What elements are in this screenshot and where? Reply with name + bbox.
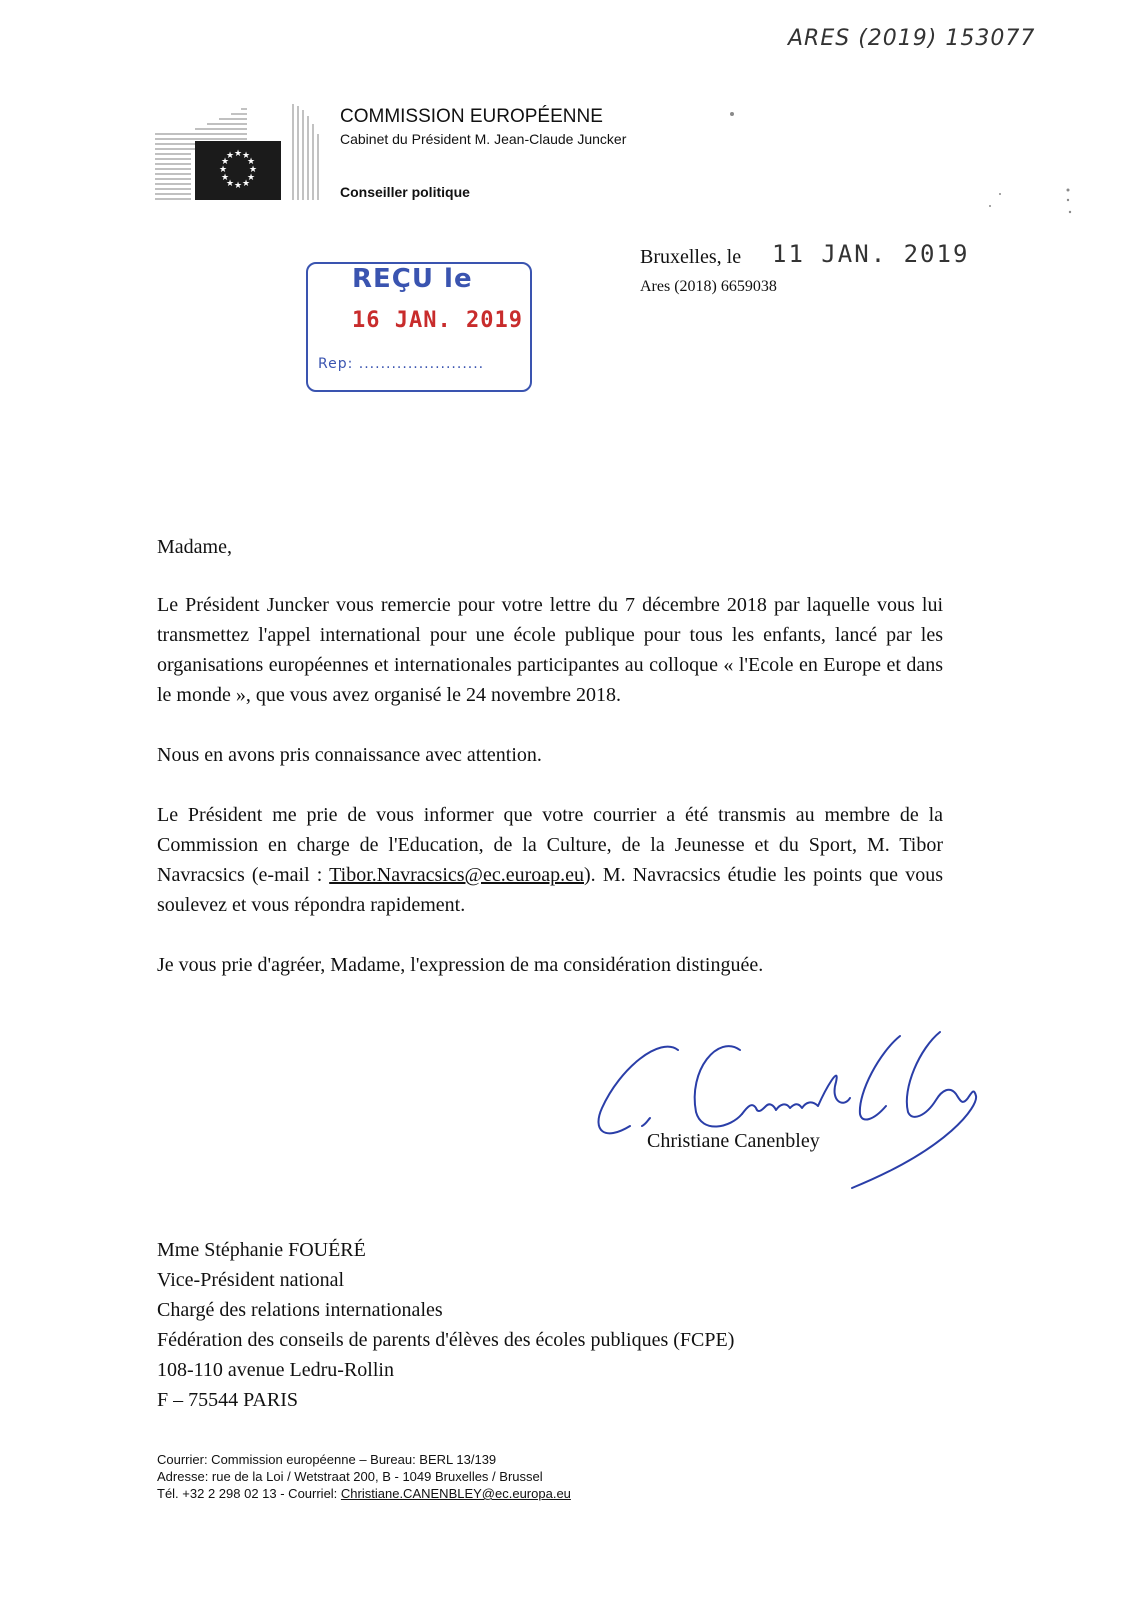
closing-formula: Je vous prie d'agréer, Madame, l'expression de ma considération distinguée. xyxy=(157,954,764,976)
ares-reference: Ares (2018) 6659038 xyxy=(640,278,777,295)
svg-text:★: ★ xyxy=(233,149,243,159)
european-commission-logo xyxy=(155,104,325,208)
svg-text:★: ★ xyxy=(246,173,256,183)
footer-address: Adresse: rue de la Loi / Wetstraat 200, B - 1049 Bruxelles / Brussel xyxy=(157,1469,543,1484)
svg-text:★: ★ xyxy=(241,151,251,161)
svg-text:★: ★ xyxy=(246,157,256,167)
paragraph-acknowledged: Nous en avons pris connaissance avec attention. xyxy=(157,744,542,766)
organization-subtitle: Cabinet du Président M. Jean-Claude Juncker xyxy=(340,131,627,147)
recipient-street: 108-110 avenue Ledru-Rollin xyxy=(157,1359,394,1381)
recipient-role: Chargé des relations internationales xyxy=(157,1299,443,1321)
signer-name: Christiane Canenbley xyxy=(647,1130,820,1152)
footer-postal: Courrier: Commission européenne – Bureau: BERL 13/139 xyxy=(157,1452,497,1467)
commissioner-email-link[interactable]: Tibor.Navracsics@ec.euroap.eu xyxy=(329,864,584,886)
received-stamp xyxy=(306,262,532,392)
recipient-organization: Fédération des conseils de parents d'élèves des écoles publiques (FCPE) xyxy=(157,1329,735,1351)
svg-text:★: ★ xyxy=(233,181,243,191)
handwritten-signature xyxy=(590,1028,990,1198)
footer-contact xyxy=(157,1486,571,1501)
paragraph-thanks: Le Président Juncker vous remercie pour votre lettre du 7 décembre 2018 par laquelle vous lui transmettez l'appel international pour une école publique pour tous les enfants, lancé par les organisations européennes et internationales participantes au colloque « l'Ecole en Europe et dans le monde », que vous avez organisé le 24 novembre 2018. xyxy=(157,594,943,706)
footer-phone: Tél. +32 2 298 02 13 - Courriel: xyxy=(157,1486,341,1501)
received-stamp-rep: Rep: ....................... xyxy=(318,356,485,372)
salutation: Madame, xyxy=(157,536,232,558)
svg-text:★: ★ xyxy=(248,165,258,175)
svg-text:★: ★ xyxy=(225,179,235,189)
svg-text:★: ★ xyxy=(241,179,251,189)
recipient-name: Mme Stéphanie FOUÉRÉ xyxy=(157,1239,366,1261)
paragraph-forwarded-end: ). M. Navracsics étudie les points que vous soulevez et vous répondra rapidement. xyxy=(157,864,943,916)
svg-text:★: ★ xyxy=(218,165,228,175)
paragraph-forwarded xyxy=(157,800,943,920)
recipient-title: Vice-Président national xyxy=(157,1269,345,1291)
organization-title: COMMISSION EUROPÉENNE xyxy=(340,106,603,127)
received-stamp-label: REÇU le xyxy=(352,264,473,294)
organization-role: Conseiller politique xyxy=(340,184,470,200)
handwritten-reference: ARES (2019) 153077 xyxy=(788,26,1036,51)
svg-text:★: ★ xyxy=(220,157,230,167)
stamped-date: 11 JAN. 2019 xyxy=(772,240,970,268)
svg-text:★: ★ xyxy=(225,151,235,161)
recipient-city: F – 75544 PARIS xyxy=(157,1389,298,1411)
place-date-prefix: Bruxelles, le xyxy=(640,246,742,268)
received-stamp-date: 16 JAN. 2019 xyxy=(352,308,523,333)
footer-email-link[interactable]: Christiane.CANENBLEY@ec.europa.eu xyxy=(340,1486,571,1501)
paragraph-forwarded-start: Le Président me prie de vous informer que votre courrier a été transmis au membre de la Commission en charge de l'Education, de la Culture, de la Jeunesse et du Sport, M. Tibor Navracsics (e-mail : xyxy=(157,804,943,886)
svg-text:★: ★ xyxy=(220,173,230,183)
